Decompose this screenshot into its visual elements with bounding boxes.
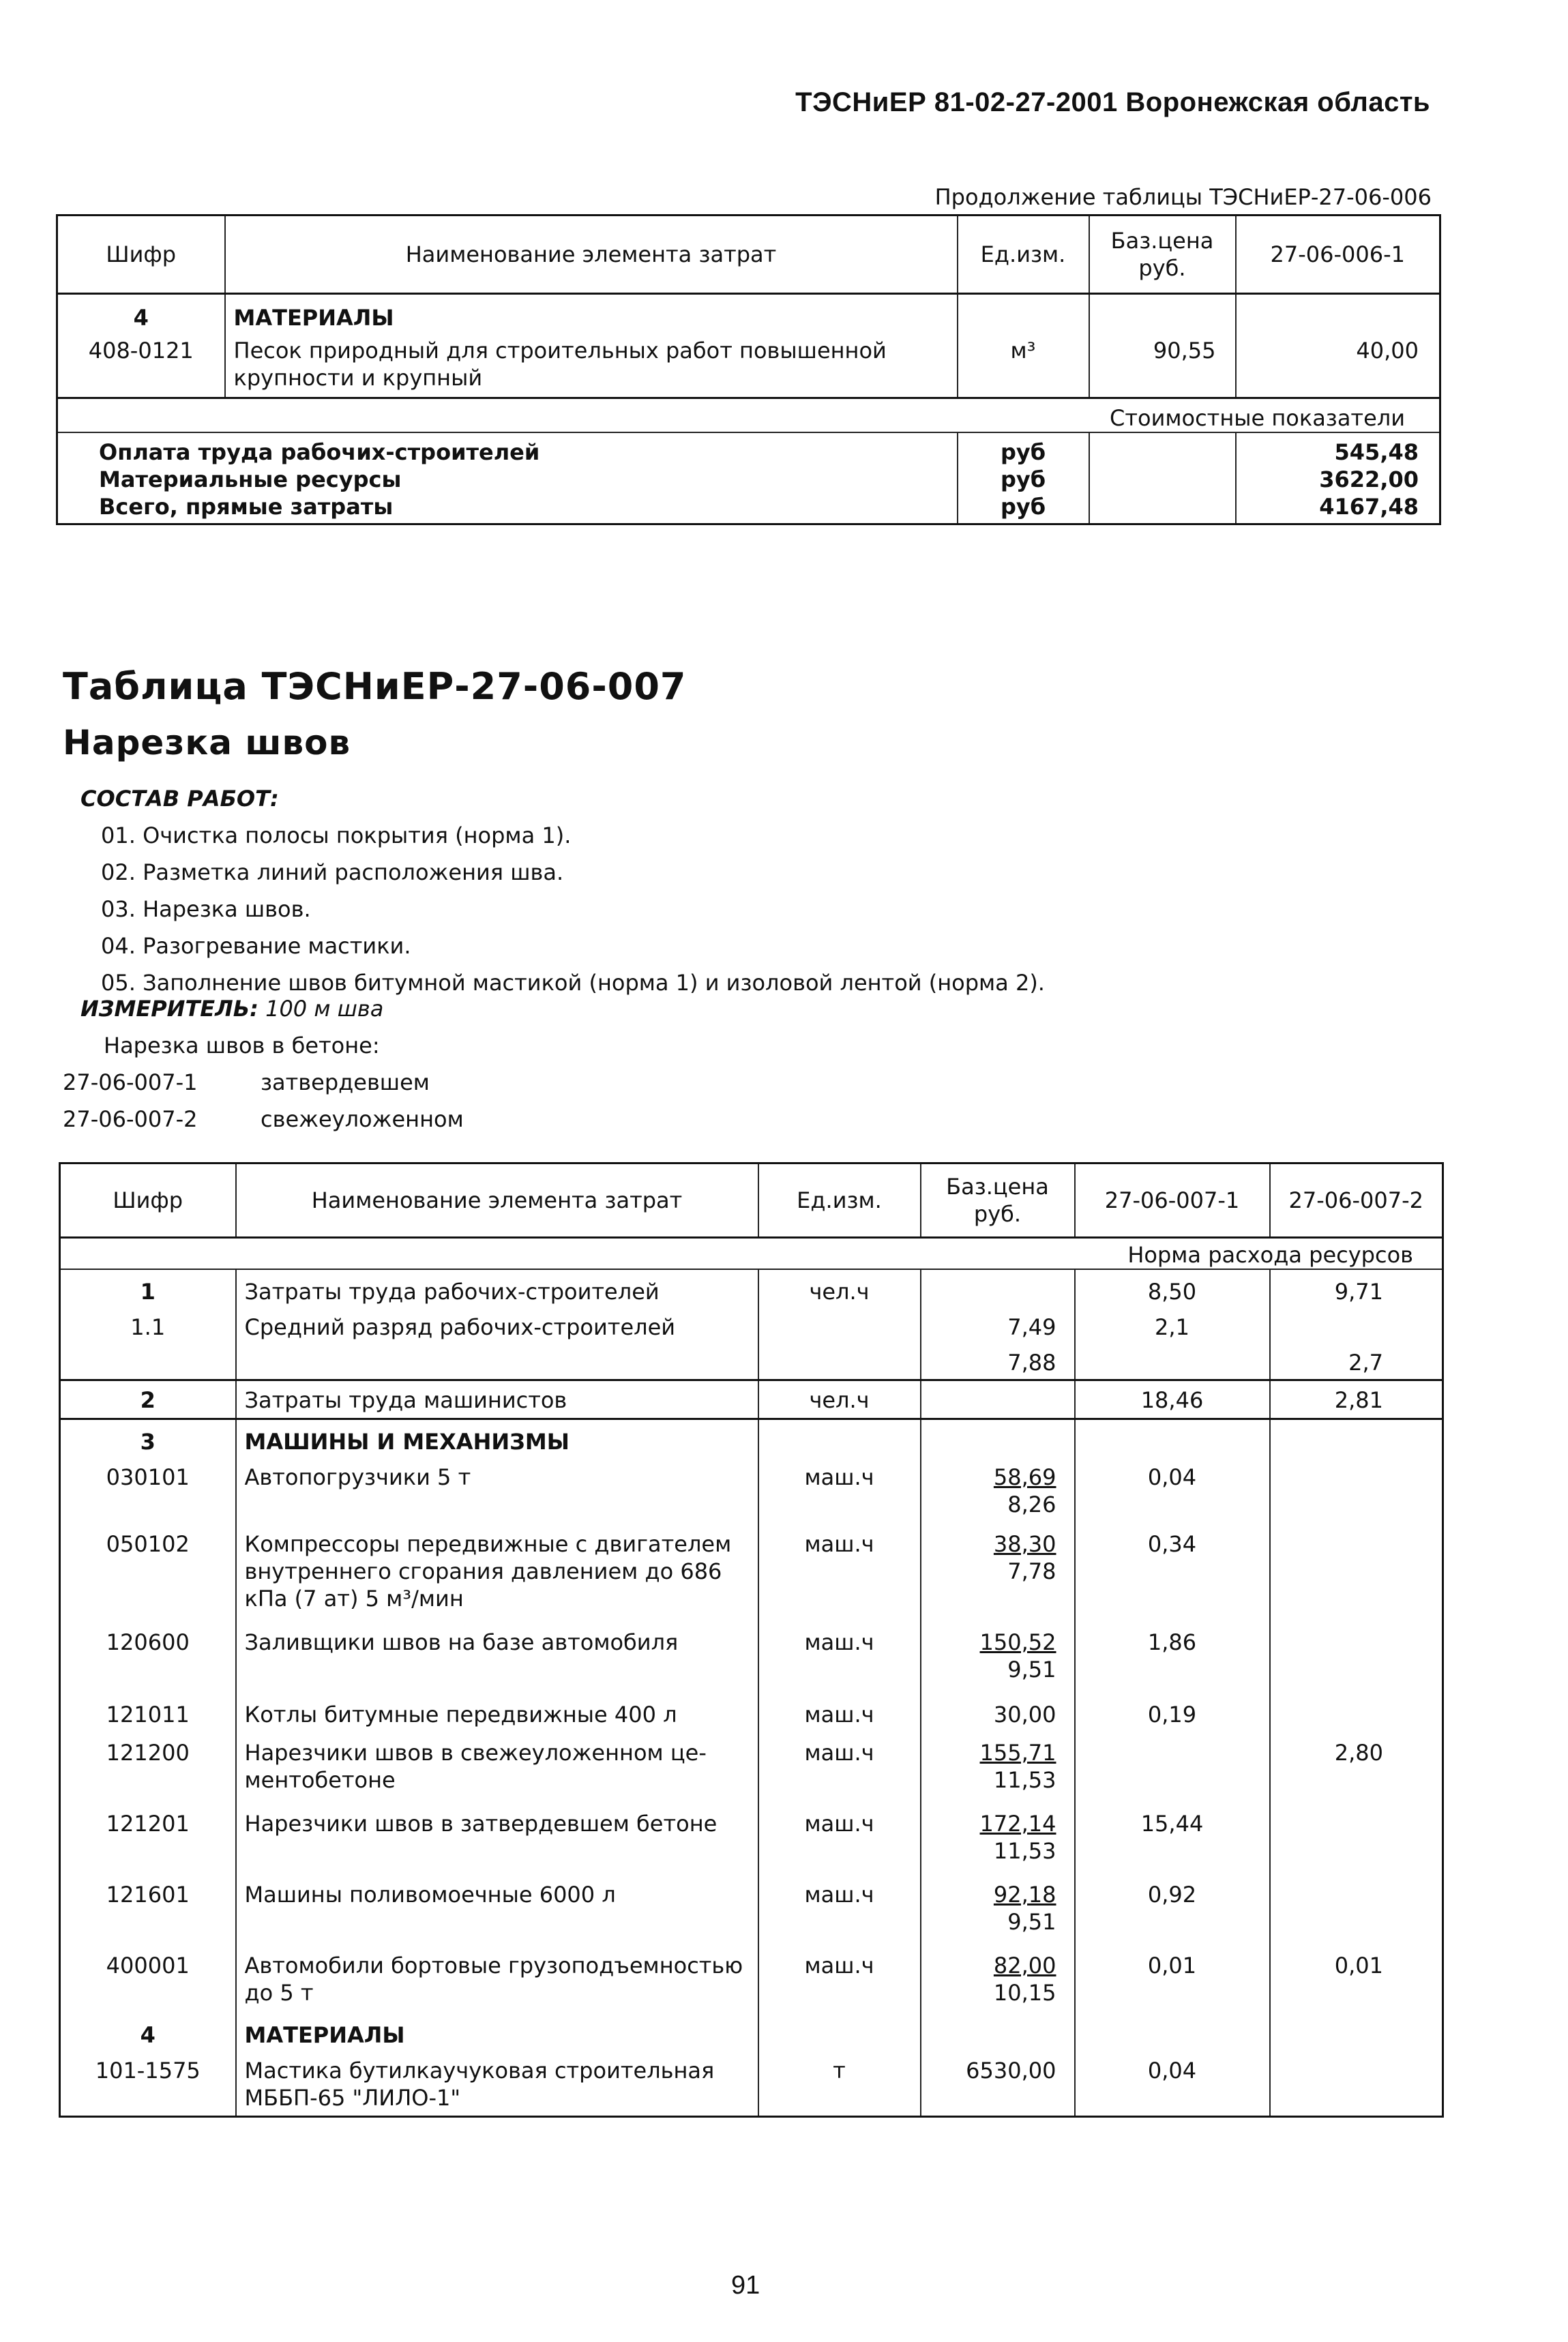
price-wage: 9,51: [1007, 1657, 1056, 1683]
header-unit: Ед.изм.: [958, 216, 1089, 294]
row-code: 121200: [106, 1740, 190, 1766]
row-name: Песок природный для строительных работ повышенной крупности и крупный: [225, 331, 958, 398]
cost-indicators-row: [57, 398, 1440, 433]
summary-label: Материальные ресурсы: [99, 466, 402, 492]
table-row: [60, 1807, 1443, 1878]
section-code: 4: [133, 305, 149, 331]
cost-indicators-label: Стоимостные показатели: [57, 398, 1440, 433]
row-code: 121011: [106, 1702, 190, 1728]
measurement-label: ИЗМЕРИТЕЛЬ:: [80, 996, 258, 1022]
header-name: Наименование элемента затрат: [225, 216, 958, 294]
table-row: [60, 1949, 1443, 2017]
header-name: Наименование элемента затрат: [236, 1163, 758, 1238]
summary-label: Оплата труда рабочих-строителей: [99, 439, 540, 465]
row-price: [921, 1807, 1075, 1878]
summary-value: 545,48: [1236, 432, 1440, 466]
work-item: 01. Очистка полосы покрытия (норма 1).: [101, 822, 572, 848]
summary-unit: руб: [958, 466, 1089, 493]
table-row: [60, 1878, 1443, 1949]
row-value-1: 0,04: [1075, 1455, 1270, 1528]
section-code: 3: [140, 1429, 156, 1455]
header-norm: 27-06-006-1: [1236, 216, 1440, 294]
section-code: 4: [140, 2022, 156, 2048]
price-value: 38,30: [993, 1531, 1056, 1557]
measurement-value: 100 м шва: [265, 996, 384, 1022]
row-price: [921, 1736, 1075, 1807]
row-name: Мастика бутилкаучуковая строительная МББП-65 "ЛИЛО-1": [236, 2049, 758, 2117]
header-price: Баз.цена руб.: [921, 1163, 1075, 1238]
document-header-title: ТЭСНиЕР 81-02-27-2001 Воронежская область: [795, 87, 1430, 117]
row-price: [921, 1528, 1075, 1626]
row-unit: маш.ч: [758, 1878, 921, 1949]
row-name: Нарезчики швов в свежеуложенном це-ментобетоне: [236, 1736, 758, 1807]
table-row: [60, 1269, 1443, 1305]
work-composition-label: СОСТАВ РАБОТ:: [80, 786, 279, 812]
table-row: [60, 1528, 1443, 1626]
header-price: Баз.цена руб.: [1089, 216, 1236, 294]
row-name: Нарезчики швов в затвердевшем бетоне: [236, 1807, 758, 1878]
row-value-2: [1270, 1878, 1443, 1949]
price-value: 155,71: [979, 1740, 1056, 1766]
row-code: 121601: [106, 1882, 190, 1908]
page-number: 91: [731, 2271, 760, 2300]
summary-unit: руб: [958, 432, 1089, 466]
row-value-1: [1075, 1736, 1270, 1807]
price-value: 172,14: [979, 1811, 1056, 1837]
price-value: 92,18: [993, 1882, 1056, 1908]
table-row: [60, 1626, 1443, 1698]
norm-label: Норма расхода ресурсов: [60, 1238, 1443, 1270]
summary-label: Всего, прямые затраты: [99, 494, 394, 520]
variant-label: свежеуложенном: [261, 1106, 464, 1132]
row-value-2: 2,80: [1270, 1736, 1443, 1807]
row-code: 120600: [106, 1629, 190, 1655]
row-unit: м³: [958, 331, 1089, 398]
row-unit: маш.ч: [758, 1455, 921, 1528]
row-price: 7,88: [921, 1341, 1075, 1380]
header-code: Шифр: [60, 1163, 236, 1238]
row-value-2: [1270, 1528, 1443, 1626]
table-section-row: [60, 1419, 1443, 1456]
row-value-1: 1,86: [1075, 1626, 1270, 1698]
summary-row: [57, 466, 1440, 493]
work-item: 04. Разогревание мастики.: [101, 933, 411, 959]
table-row: [60, 1305, 1443, 1341]
header-code: Шифр: [57, 216, 225, 294]
row-value-2: [1270, 1807, 1443, 1878]
summary-row: [57, 493, 1440, 524]
section-name: МАТЕРИАЛЫ: [225, 294, 958, 332]
price-value: 58,69: [993, 1464, 1056, 1490]
row-value-1: 0,04: [1075, 2049, 1270, 2117]
row-value-2: [1270, 2049, 1443, 2117]
variant-code: 27-06-007-1: [63, 1069, 198, 1095]
row-value-1: 0,19: [1075, 1698, 1270, 1736]
table-row: [60, 2049, 1443, 2117]
table-section-row: [57, 294, 1440, 332]
row-price: [921, 1455, 1075, 1528]
price-value: 82,00: [993, 1953, 1056, 1978]
price-wage: 11,53: [993, 1838, 1056, 1864]
table-section-row: [60, 2017, 1443, 2049]
row-value-1: 0,92: [1075, 1878, 1270, 1949]
row-price: 6530,00: [921, 2049, 1075, 2117]
work-item: 03. Нарезка швов.: [101, 896, 311, 922]
row-unit: маш.ч: [758, 1807, 921, 1878]
row-name: Заливщики швов на базе автомобиля: [236, 1626, 758, 1698]
row-value-2: 2,81: [1270, 1380, 1443, 1419]
row-value-1: 18,46: [1075, 1380, 1270, 1419]
row-unit: маш.ч: [758, 1736, 921, 1807]
row-price: [921, 1949, 1075, 2017]
row-name: Автопогрузчики 5 т: [236, 1455, 758, 1528]
row-code: 1: [140, 1279, 156, 1305]
row-unit: чел.ч: [758, 1380, 921, 1419]
table-header-row: [60, 1163, 1443, 1238]
row-value-2: [1270, 1455, 1443, 1528]
row-code: 408-0121: [57, 331, 225, 398]
section-name: МАШИНЫ И МЕХАНИЗМЫ: [236, 1419, 758, 1456]
price-wage: 11,53: [993, 1767, 1056, 1793]
row-code: 2: [60, 1380, 236, 1419]
row-code: 400001: [106, 1953, 190, 1978]
row-price: 7,49: [921, 1305, 1075, 1341]
row-value: 40,00: [1236, 331, 1440, 398]
row-code: 050102: [106, 1531, 190, 1557]
row-name: Затраты труда машинистов: [236, 1380, 758, 1419]
row-unit: чел.ч: [758, 1269, 921, 1305]
cost-table-27-06-006: [56, 214, 1441, 525]
price-wage: 9,51: [1007, 1909, 1056, 1935]
table-title: Таблица ТЭСНиЕР-27-06-007: [63, 665, 687, 708]
norm-label-row: [60, 1238, 1443, 1270]
row-unit: маш.ч: [758, 1528, 921, 1626]
row-code: 1.1: [130, 1314, 166, 1340]
table-row: [60, 1455, 1443, 1528]
price-wage: 7,78: [1007, 1558, 1056, 1584]
row-value-2: 0,01: [1270, 1949, 1443, 2017]
header-unit: Ед.изм.: [758, 1163, 921, 1238]
row-unit: маш.ч: [758, 1949, 921, 2017]
table-subtitle: Нарезка швов: [63, 723, 351, 762]
price-value: 150,52: [979, 1629, 1056, 1655]
summary-value: 3622,00: [1236, 466, 1440, 493]
table-row: [60, 1698, 1443, 1736]
price-wage: 8,26: [1007, 1492, 1056, 1517]
row-value-2: [1270, 1626, 1443, 1698]
row-name: Компрессоры передвижные с двигателем внутреннего сгорания давлением до 686 кПа (7 ат) 5 м³/мин: [236, 1528, 758, 1626]
row-code: 101-1575: [95, 2058, 201, 2084]
work-item: 05. Заполнение швов битумной мастикой (норма 1) и изоловой лентой (норма 2).: [101, 970, 1045, 996]
summary-row: [57, 432, 1440, 466]
row-value-1: 0,34: [1075, 1528, 1270, 1626]
row-name: Автомобили бортовые грузоподъемностью до 5 т: [236, 1949, 758, 2017]
row-value-1: 0,01: [1075, 1949, 1270, 2017]
row-price: 30,00: [921, 1698, 1075, 1736]
summary-value: 4167,48: [1236, 493, 1440, 524]
header-norm-1: 27-06-007-1: [1075, 1163, 1270, 1238]
row-unit: т: [758, 2049, 921, 2117]
header-norm-2: 27-06-007-2: [1270, 1163, 1443, 1238]
work-item: 02. Разметка линий расположения шва.: [101, 859, 564, 885]
resource-table-27-06-007: [59, 1162, 1444, 2118]
variants-intro: Нарезка швов в бетоне:: [104, 1033, 380, 1058]
row-name: Средний разряд рабочих-строителей: [236, 1305, 758, 1341]
summary-unit: руб: [958, 493, 1089, 524]
measurement-unit: [80, 996, 383, 1022]
row-unit: маш.ч: [758, 1698, 921, 1736]
row-name: Затраты труда рабочих-строителей: [236, 1269, 758, 1305]
row-value-1: 2,1: [1075, 1305, 1270, 1341]
table-row: [57, 331, 1440, 398]
table-row: [60, 1341, 1443, 1380]
row-value-2: 2,7: [1270, 1341, 1443, 1380]
row-value-1: 15,44: [1075, 1807, 1270, 1878]
row-price: 90,55: [1089, 331, 1236, 398]
table-continuation-caption: Продолжение таблицы ТЭСНиЕР-27-06-006: [934, 184, 1432, 210]
row-code: 121201: [106, 1811, 190, 1837]
variant-code: 27-06-007-2: [63, 1106, 198, 1132]
table-row: [60, 1736, 1443, 1807]
table-row: [60, 1380, 1443, 1419]
row-value-2: [1270, 1698, 1443, 1736]
row-unit: маш.ч: [758, 1626, 921, 1698]
row-value-1: 8,50: [1075, 1269, 1270, 1305]
row-code: 030101: [106, 1464, 190, 1490]
row-price: [921, 1626, 1075, 1698]
section-name: МАТЕРИАЛЫ: [236, 2017, 758, 2049]
price-wage: 10,15: [993, 1980, 1056, 2006]
row-value-2: 9,71: [1270, 1269, 1443, 1305]
variant-label: затвердевшем: [261, 1069, 430, 1095]
row-name: Котлы битумные передвижные 400 л: [236, 1698, 758, 1736]
row-price: [921, 1878, 1075, 1949]
row-name: Машины поливомоечные 6000 л: [236, 1878, 758, 1949]
table-header-row: [57, 216, 1440, 294]
